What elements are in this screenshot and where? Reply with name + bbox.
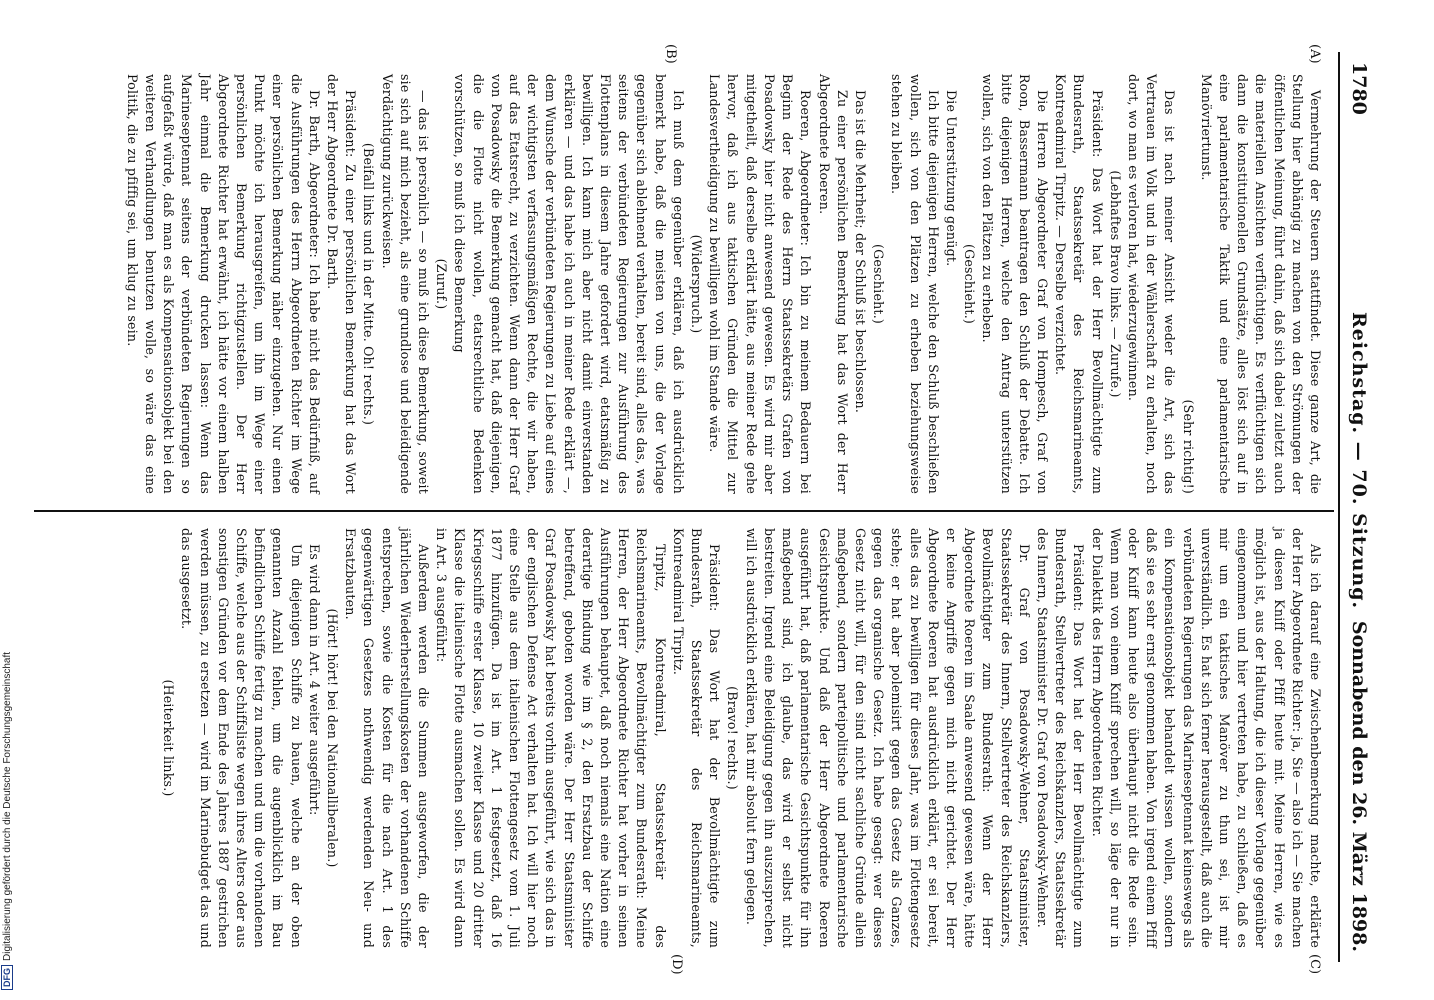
newspaper-page: [24, 22, 1384, 982]
margin-marker-c: (C): [1307, 954, 1322, 975]
paragraph: Vermehrung der Steuern stattfindet. Diese ganze Art, die Stellung hier abhängig zu machen von den Strömungen der öffentlichen Meinung, führt dahin, daß sich dabei zuletzt auch die materiellen Ansichten verflüchtigen. Es verflüchtigen sich dann die konstitutionellen Grundsätze, alles löst sich auf in eine parlamentarische Taktik und eine parlamentarische Manövriertunst.: [1198, 74, 1323, 494]
paragraph: Dr. Graf von Posadowsky-Wehner, Staatsminister, Staatssekretär des Innern, Stellvertreter des Reichskanzlers, Bevollmächtigter zum Bundesrath: Wenn der Herr Abgeordnete Roeren im Saale anwesend gewesen wäre, hätte er keine Angriffe gegen mich nicht gerichtet. Der Herr Abgeordnete Roeren hat ausdrücklich erklärt, er sei bereit, alles das zu bewilligen für dieses Jahr, was im Flottengesetz stehe; er hat aber polemisirt gegen das Gesetz als Ganzes, gegen das organische Gesetz. Ich habe gesagt: wer dieses Gesetz nicht will, für den sind nicht sachliche Gründe allein maßgebend, sondern parteipolitische und parlamentarische Gesichtspunkte. Und daß der Herr Abgeordnete Roeren ausgeführt hat, daß parlamentarische Gesichtspunkte für ihn maßgebend sind, ich glaube, das wird er selbst nicht bestreiten. Irgend eine Beleidigung gegen ihn auszusprechen, will ich ausdrücklich erklären, hat mir absolut fern gelegen.: [743, 528, 1032, 948]
left-column: [123, 74, 1324, 494]
paragraph: Tirpitz, Kontreadmiral, Staatssekretär des Reichsmarineamts, Bevollmächtigter zum Bundesrath: Meine Herren, der Herr Abgeordnete Richter hat vorher in seinen Ausführungen behauptet, daß noch niemals eine Nation eine derartige Bindung wie im § 2, den Ersatzbau der Schiffe betreffend, geboten worden wäre. Der Herr Staatsminister Graf Posadowsky hat bereits vorhin ausgeführt, wie sich das in der englischen Defense Act verhalten hat. Ich will hier noch eine Stelle aus dem italienischen Flottengesetz vom 1. Juli 1877 hinzufügen. Da ist im Art. 1 festgesetzt, daß 16 Kriegsschiffe erster Klasse, 10 zweiter Klasse und 20 dritter Klasse die italienische Flotte ausmachen sollen. Es wird dann in Art. 3 ausgeführt:: [434, 528, 668, 948]
digitization-footer: [1, 652, 13, 990]
paragraph: Ich muß dem gegenüber erklären, daß ich ausdrücklich bemerkt habe, daß die meisten von uns, die der Vorlage gegenüber sich ablehnend verhalten, bereit sind, alles das, was seitens der verbündeten Regierungen zur Ausführung des Flottenplans in diesem Jahre gefordert wird, etatsmäßig zu bewilligen. Ich kann mich aber nicht damit einverstanden erklären — und das habe ich auch in meiner Rede erklärt —, dem Wunsche der verbündeten Regierungen zu Liebe auf eines der wichtigsten verfassungsmäßigen Rechte, die wir haben, auf das Etatsrecht, zu verzichten. Wenn dann der Herr Graf von Posadowsky die Bemerkung gemacht hat, daß diejenigen, die die Flotte nicht wollen, etatsrechtliche Bedenken vorschützen, so muß ich diese Bemerkung: [452, 74, 686, 494]
interjection: (Lebhaftes Bravo links. — Zurufe.): [1107, 170, 1123, 398]
margin-marker-a: (A): [1307, 44, 1322, 64]
interjection: (Heiterkeit links.): [161, 679, 177, 797]
page-header: [1338, 62, 1378, 952]
interjection: (Geschieht.): [871, 243, 887, 325]
column-divider: [34, 510, 1334, 512]
session-title: Reichstag. — 70. Sitzung.: [1348, 312, 1370, 610]
interjection: (Zuruf.): [434, 258, 450, 310]
right-column: [159, 528, 1324, 948]
paragraph: Präsident: Das Wort hat der Herr Bevollmächtigte zum Bundesrath, Stellvertreter des Reichskanzlers, Staatssekretär des Innern, Staatsminister Dr. Graf von Posadowsky-Wehner.: [1034, 528, 1087, 948]
margin-marker-d: (D): [669, 954, 684, 975]
paragraph: Ich bitte diejenigen Herren, welche den Schluß beschließen wollen, sich von den Plätzen zu erheben beziehungsweise stehen zu bleiben.: [889, 74, 941, 494]
quoted-law-text: Außerdem werden die Summen ausgeworfen, die der jährlichen Wiederherstellungskosten der vorhandenen Schiffe entsprechen, sowie die Kosten für die nach Art. 1 des gegenwärtigen Gesetzes nothwendig werdenden Neu- und Ersatzbauten.: [343, 528, 432, 948]
session-date: Sonnabend den 26. März 1898.: [1348, 620, 1370, 952]
interjection: (Widerspruch.): [689, 234, 705, 334]
interjection: (Hört! hört! bei den Nationalliberalen.): [325, 608, 341, 868]
footer-text: Digitalisierung gefördert durch die Deutsche Forschungsgemeinschaft: [2, 651, 13, 961]
paragraph: Als ich darauf eine Zwischenbemerkung machte, erklärte der Herr Abgeordnete Richter: ja, Sie — also ich — Sie machen ja diesen Kniff oder Pfiff heute mit. Meine Herren, wie es möglich ist, aus der Haltung, die ich dieser Vorlage gegenüber eingenommen und hier vertreten habe, zu schließen, daß es mir um ein taktisches Manöver zu thun sei, ist mir unverständlich. Es hat sich ferner herausgestellt, daß auch die verbündeten Regierungen das Marineseptennat keineswegs als ein Kompensationsobjekt behandelt wissen wollen, sondern daß sie es sehr ernst genommen haben. Von irgend einem Pfiff oder Kniff kann heute also überhaupt nicht die Rede sein. Wenn man von einem Kniff sprechen will, so läge der nur in der Dialektik des Herrn Abgeordneten Richter.: [1089, 528, 1323, 948]
interjection: (Sehr richtig!): [1180, 399, 1196, 494]
paragraph: Dr. Barth, Abgeordneter: Ich habe nicht das Bedürfniß, auf die Ausführungen des Herrn Abgeordneten Richter im Wege einer persönlichen Bemerkung näher einzugehen. Nur einen Punkt möchte ich herausgreifen, um ihn im Wege einer persönlichen Bemerkung richtigzustellen. Der Herr Abgeordnete Richter hat erwähnt, ich hätte vor einem halben Jahr einmal die Bemerkung drucken lassen: Wenn das Marineseptennat seitens der verbündeten Regierungen so aufgefaßt würde, daß man es als Kompensationsobjekt bei den weiteren Verhandlungen benutzen wolle, so wäre das eine Politik, die zu pfiffig sei, um klug zu sein.: [124, 74, 322, 494]
page-number: 1780: [1348, 62, 1370, 115]
paragraph: — das ist persönlich — so muß ich diese Bemerkung, soweit sie sich auf mich bezieht, als eine grundlose und beleidigende Verdächtigung zurückweisen.: [379, 74, 432, 494]
quoted-law-text: Um diejenigen Schiffe zu bauen, welche an der oben genannten Anzahl fehlen, um die augenblicklich im Bau befindlichen Schiffe fertig zu machen und um die vorhandenen Schiffe, welche aus der Schiffsliste wegen ihres Alters oder aus sonstigen Gründen vor dem Ende des Jahres 1887 gestrichen werden müssen, zu ersetzen — wird im Marinebudget das und das ausgesetzt.: [179, 528, 304, 948]
interjection: (Geschieht.): [962, 243, 978, 325]
paragraph: Die Unterstützung genügt.: [943, 90, 959, 267]
paragraph: Zu einer persönlichen Bemerkung hat das Wort der Herr Abgeordnete Roeren.: [816, 74, 850, 494]
paragraph: Präsident: Das Wort hat der Bevollmächtigte zum Bundesrath, Staatssekretär des Reichsmarineamts, Kontreadmiral Tirpitz.: [670, 528, 723, 948]
dfg-logo: DFG: [1, 965, 13, 990]
interjection: (Beifall links und in der Mitte. Oh! rechts.): [361, 142, 377, 426]
interjection: (Bravo! rechts.): [725, 686, 741, 790]
paragraph: Das ist die Mehrheit; der Schluß ist beschlossen.: [852, 90, 868, 414]
paragraph: Das ist nach meiner Ansicht weder die Art, sich das Vertrauen im Volk und in der Wählerschaft zu erhalten, noch dort, wo man es verloren hat, wiederzugewinnen.: [1125, 74, 1178, 494]
paragraph: Präsident: Das Wort hat der Herr Bevollmächtigte zum Bundesrath, Staatssekretär des Reichsmarineamts, Kontreadmiral Tirpitz. — Derselbe verzichtet.: [1053, 74, 1105, 494]
paragraph: Die Herren Abgeordneter Graf von Hompesch, Graf von Roon, Bassermann beantragen den Schluß der Debatte. Ich bitte diejenigen Herren, welche den Antrag unterstützen wollen, sich von den Plätzen zu erheben.: [980, 74, 1050, 494]
margin-marker-b: (B): [663, 44, 678, 64]
header-rule: [1338, 52, 1340, 962]
paragraph: Präsident: Zu einer persönlichen Bemerkung hat das Wort der Herr Abgeordnete Dr. Barth.: [325, 74, 359, 494]
paragraph: Es wird dann in Art. 4 weiter ausgeführt:: [306, 544, 322, 816]
paragraph: Roeren, Abgeordneter: Ich bin zu meinem Bedauern bei Beginn der Rede des Herrn Staatssekretärs Grafen von Posadowsky hier nicht anwesend gewesen. Es wird mir aber mitgetheilt, daß derselbe erklärt hätte, aus meiner Rede gehe hervor, daß ich aus taktischen Gründen die Mittel zur Landesvertheidigung zu bewilligen wohl im Stande wäre.: [707, 74, 814, 494]
